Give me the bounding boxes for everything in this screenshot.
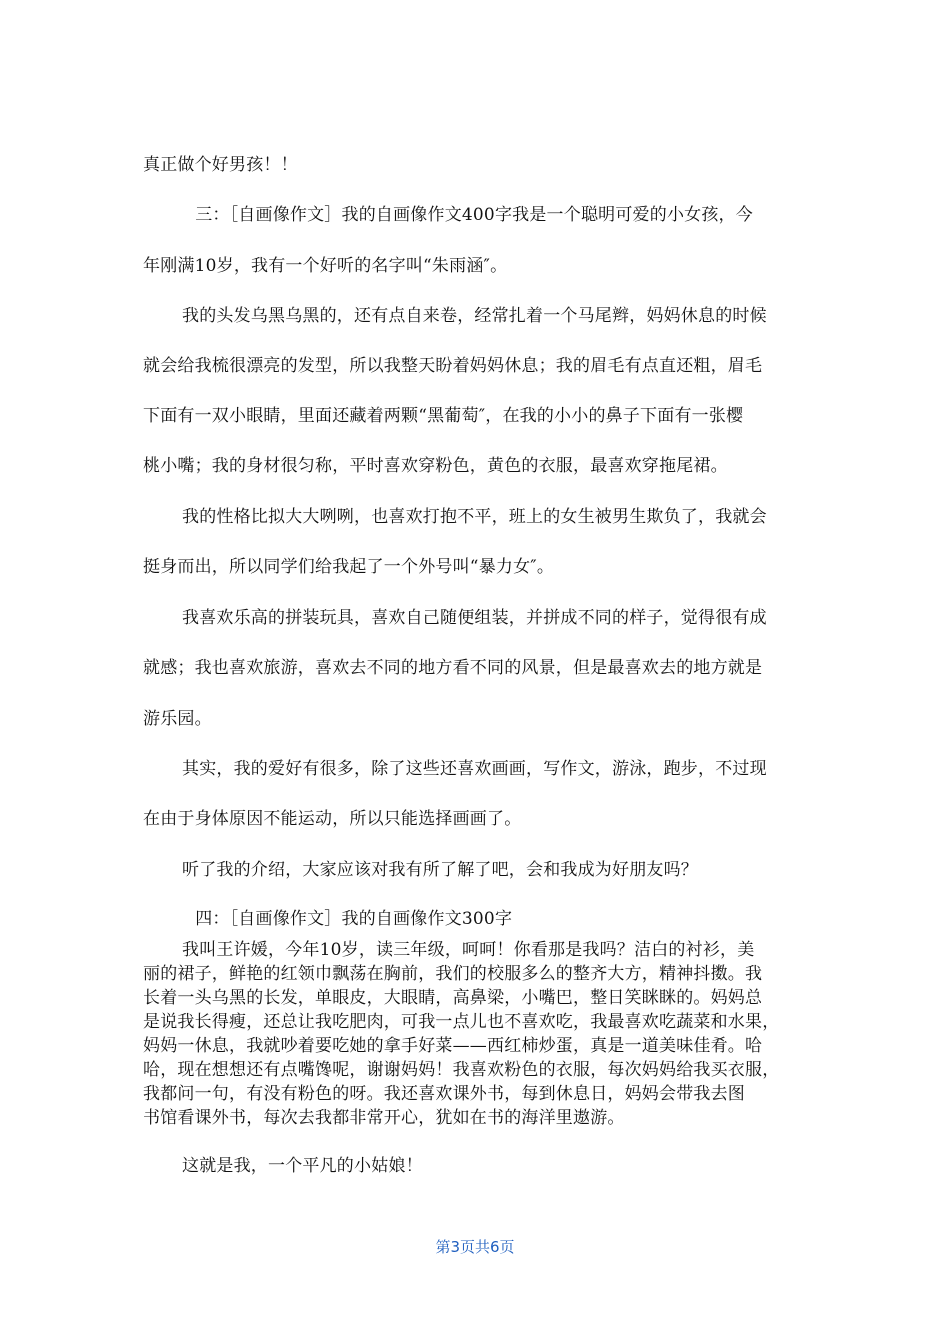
text-line: 哈，现在想想还有点嘴馋呢，谢谢妈妈！我喜欢粉色的衣服，每次妈妈给我买衣服， <box>143 1060 780 1080</box>
section-heading: 四：［自画像作文］我的自画像作文300字 <box>178 909 513 929</box>
paragraph-first-line: 我喜欢乐高的拼装玩具，喜欢自己随便组装，并拼成不同的样子，觉得很有成 <box>182 608 767 628</box>
paragraph-first-line: 我的性格比拟大大咧咧，也喜欢打抱不平，班上的女生被男生欺负了，我就会 <box>182 507 767 527</box>
text-line: 挺身而出，所以同学们给我起了一个外号叫“暴力女″。 <box>143 557 555 577</box>
text-line: 下面有一双小眼睛，里面还藏着两颗“黑葡萄″，在我的小小的鼻子下面有一张樱 <box>143 406 744 426</box>
text-line: 桃小嘴；我的身材很匀称，平时喜欢穿粉色，黄色的衣服，最喜欢穿拖尾裙。 <box>143 456 728 476</box>
paragraph-first-line: 我叫王许媛，今年10岁，读三年级，呵呵！你看那是我吗？洁白的衬衫，美 <box>182 940 755 960</box>
text-line: 长着一头乌黑的长发，单眼皮，大眼睛，高鼻梁，小嘴巴，整日笑眯眯的。妈妈总 <box>143 988 763 1008</box>
text-line: 游乐园。 <box>143 709 212 729</box>
paragraph-first-line: 其实，我的爱好有很多，除了这些还喜欢画画，写作文，游泳，跑步，不过现 <box>182 759 767 779</box>
paragraph-first-line: 听了我的介绍，大家应该对我有所了解了吧，会和我成为好朋友吗？ <box>182 860 698 880</box>
paragraph-first-line: 这就是我，一个平凡的小姑娘！ <box>182 1156 423 1176</box>
paragraph-first-line: 我的头发乌黑乌黑的，还有点自来卷，经常扎着一个马尾辫，妈妈休息的时候 <box>182 306 767 326</box>
section-heading: 三：［自画像作文］我的自画像作文400字我是一个聪明可爱的小女孩，今 <box>178 205 753 225</box>
text-line: 在由于身体原因不能运动，所以只能选择画画了。 <box>143 809 522 829</box>
text-line: 真正做个好男孩！！ <box>143 155 298 175</box>
text-line: 就感；我也喜欢旅游，喜欢去不同的地方看不同的风景，但是最喜欢去的地方就是 <box>143 658 763 678</box>
text-line: 年刚满10岁，我有一个好听的名字叫“朱雨涵″。 <box>143 256 508 276</box>
text-line: 丽的裙子，鲜艳的红领巾飘荡在胸前，我们的校服多么的整齐大方，精神抖擞。我 <box>143 964 763 984</box>
page-number-footer: 第3页共6页 <box>435 1238 515 1256</box>
text-line: 我都问一句，有没有粉色的呀。我还喜欢课外书，每到休息日，妈妈会带我去图 <box>143 1084 745 1104</box>
text-line: 书馆看课外书，每次去我都非常开心，犹如在书的海洋里遨游。 <box>143 1108 625 1128</box>
text-line: 就会给我梳很漂亮的发型，所以我整天盼着妈妈休息；我的眉毛有点直还粗，眉毛 <box>143 356 763 376</box>
text-line: 是说我长得瘦，还总让我吃肥肉，可我一点儿也不喜欢吃，我最喜欢吃蔬菜和水果， <box>143 1012 780 1032</box>
text-line: 妈妈一休息，我就吵着要吃她的拿手好菜——西红柿炒蛋，真是一道美味佳肴。哈 <box>143 1036 763 1056</box>
